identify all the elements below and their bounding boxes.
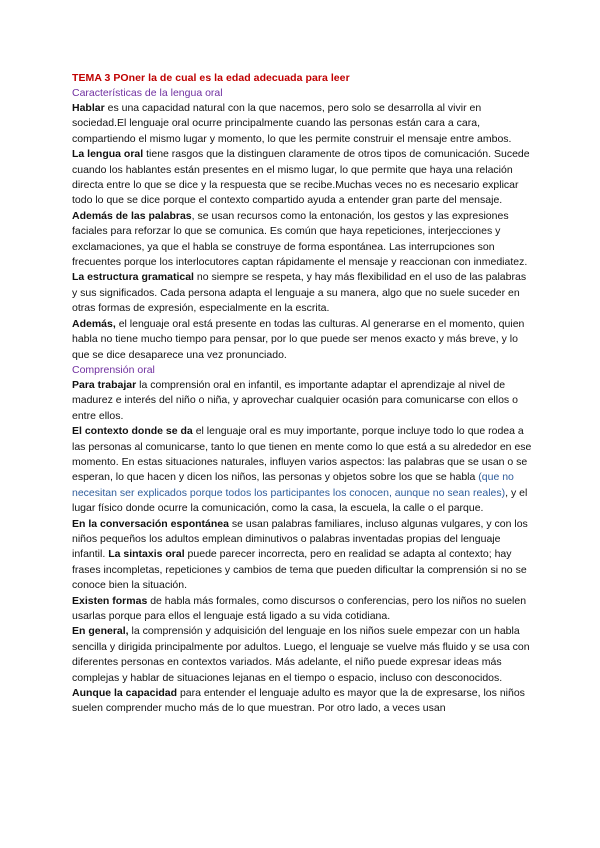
paragraph-hablar (72, 101, 534, 147)
paragraph-lead-secondary: La sintaxis oral (108, 548, 185, 561)
section-heading-caracteristicas: Características de la lengua oral (72, 87, 223, 99)
paragraph-en-general (72, 624, 534, 686)
paragraph-text: es una capacidad natural con la que nacemos, pero solo se desarrolla al vivir en sociedad.El lenguaje oral ocurre principalmente cuando las personas están cara a cara, compartiendo el mismo lugar y momento, lo que les permite construir el mensaje entre ambos. (72, 102, 512, 145)
paragraph-text: el lenguaje oral está presente en todas las culturas. Al generarse en el momento, quien habla no tiene mucho tiempo para pensar, por lo que puede ser menos exacto y más breve, y lo que se dice desaparece una vez pronunciado. (72, 317, 525, 361)
paragraph-text: la comprensión oral en infantil, es importante adaptar el aprendizaje al nivel de madurez e interés del niño o niña, y aprovechar cualquier ocasión para comunicarse con ellos o entre ellos. (72, 378, 518, 422)
section-heading-comprension: Comprensión oral (72, 363, 155, 376)
paragraph-text: de habla más formales, como discursos o conferencias, pero los niños no suelen usarlas porque para ellos el lenguaje está ligado a su vida cotidiana. (72, 594, 527, 622)
paragraph-conversacion-espontanea (72, 517, 534, 594)
paragraph-lead: Aunque la capacidad (72, 687, 178, 700)
paragraph-lead: Existen formas (72, 594, 148, 607)
paragraph-aunque-capacidad (72, 686, 534, 717)
paragraph-text: , y el lugar físico donde ocurre la comunicación, como la casa, la escuela, la calle o el parque. (72, 486, 528, 515)
paragraph-para-trabajar (72, 378, 534, 424)
paragraph-text: , se usan recursos como la entonación, los gestos y las expresiones faciales para reforzar lo que se comunica. Es común que haya repeticiones, interjecciones y exclamaciones, ya que el habla se construye de forma espontánea. Las interrupciones son frecuentes porque los interlocutores captan rápidamente el mensaje y reaccionan con inmediatez. (72, 209, 528, 269)
paragraph-text: la comprensión y adquisición del lenguaje en los niños suele empezar con un habla sencilla y dirigida principalmente por adultos. Luego, el lenguaje se vuelve más fluido y se usa con diferentes personas en contextos variados. Más adelante, el niño puede expresar ideas más complejas y hablar de situaciones lejanas en el tiempo o espacio, incluso con desconocidos. (72, 625, 530, 684)
paragraph-text: el lenguaje oral es muy importante, porque incluye todo lo que rodea a las personas al comunicarse, tanto lo que tienen en mente como lo que está a su alrededor en ese momento. En estas situaciones naturales, influyen varios aspectos: las palabras que se usan o se esperan, lo que hacen y dicen los niños, las personas y objetos sobre los que se habla (72, 425, 532, 484)
paragraph-estructura-gramatical (72, 270, 534, 316)
document-title: TEMA 3 POner la de cual es la edad adecuada para leer (72, 72, 350, 84)
paragraph-lengua-oral (72, 147, 534, 209)
paragraph-lead: En la conversación espontánea (72, 517, 229, 530)
paragraph-ademas (72, 317, 534, 363)
paragraph-lead: Además de las palabras (72, 209, 192, 222)
paragraph-text: no siempre se respeta, y hay más flexibilidad en el uso de las palabras y sus significados. Cada persona adapta el lenguaje a su manera, algo que no suele suceder en otras formas de expresión, especialmente en la escrita. (72, 271, 527, 315)
paragraph-contexto (72, 424, 534, 516)
paragraph-lead: Hablar (72, 102, 105, 114)
paragraph-ademas-palabras (72, 209, 534, 271)
paragraph-text: se usan palabras familiares, incluso algunas vulgares, y con los niños pequeños los adultos emplean diminutivos o palabras inventadas propias del lenguaje infantil. (72, 517, 528, 561)
paragraph-lead: El contexto donde se da (72, 425, 193, 438)
paragraph-text: para entender el lenguaje adulto es mayor que la de expresarse, los niños suelen comprender mucho más de lo que muestran. Por otro lado, a veces usan (72, 687, 525, 715)
paragraph-lead: En general, (72, 625, 129, 638)
paragraph-note: (que no necesitan ser explicados porque todos los participantes los conocen, aunque no sean reales) (72, 471, 514, 499)
paragraph-lead: La lengua oral (72, 148, 144, 161)
paragraph-lead: Además, (72, 317, 116, 330)
paragraph-lead: Para trabajar (72, 378, 137, 391)
paragraph-text: tiene rasgos que la distinguen claramente de otros tipos de comunicación. Sucede cuando los hablantes están presentes en el mismo lugar, lo que permite que haya una relación directa entre lo que se dice y la respuesta que se recibe.Muchas veces no es necesario explicar todo lo que se dice porque el contexto compartido ayuda a entender gran parte del mensaje. (72, 148, 530, 207)
paragraph-text: puede parecer incorrecta, pero en realidad se adapta al contexto; hay frases incompletas, repeticiones y cambios de tema que pueden dificultar la comprensión si no se conoce bien la situación. (72, 548, 527, 592)
paragraph-lead: La estructura gramatical (72, 271, 194, 284)
paragraph-existen-formas (72, 594, 534, 625)
